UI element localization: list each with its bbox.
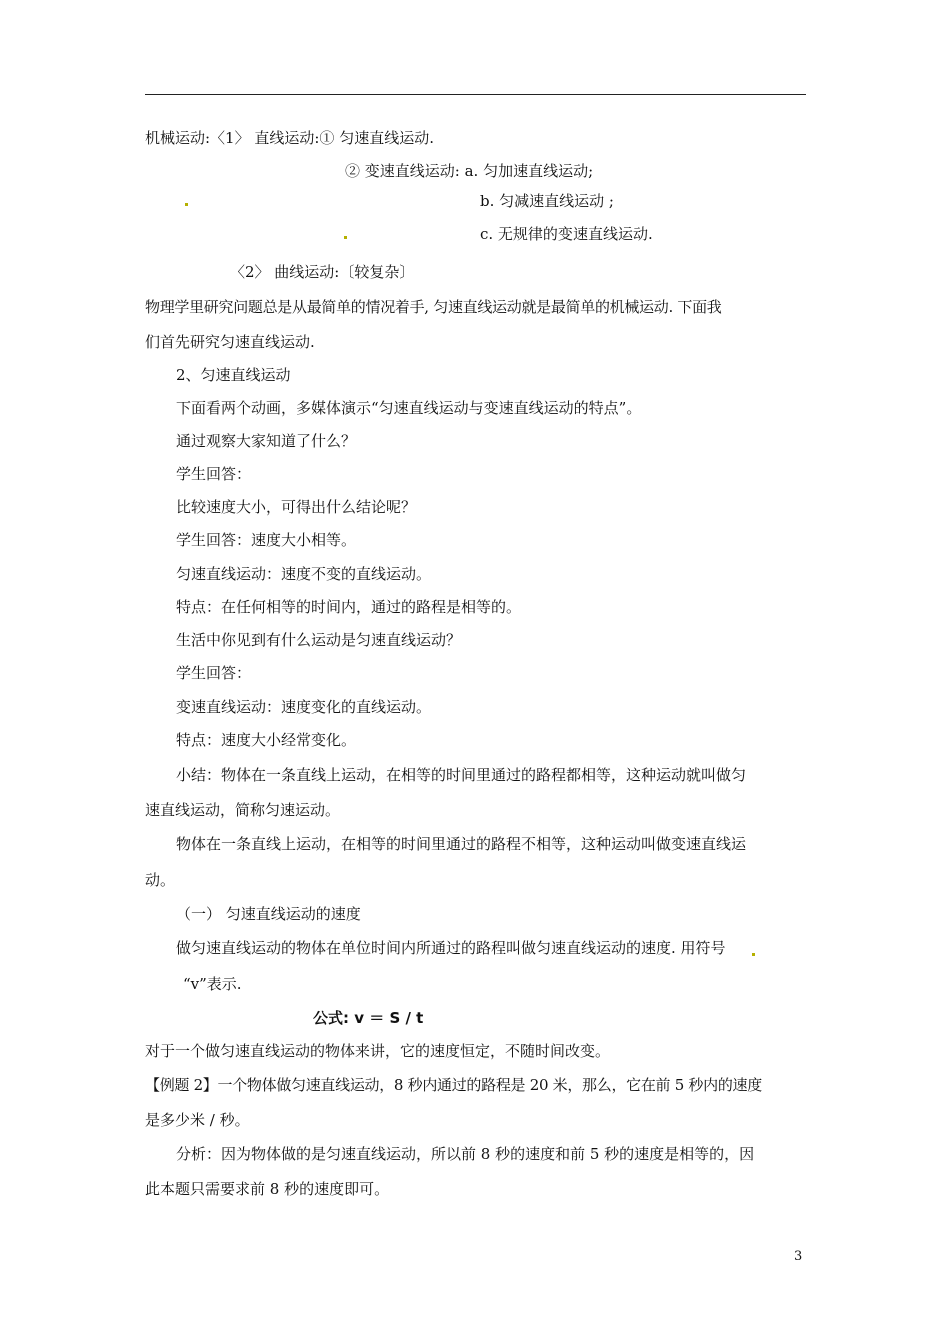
text-line: ② 变速直线运动: a. 匀加速直线运动; [345, 162, 594, 180]
text-line: b. 匀减速直线运动 ; [480, 192, 614, 210]
header-rule [145, 94, 806, 95]
text-line: 比较速度大小，可得出什么结论呢？ [176, 498, 417, 516]
example-line: 【例题 2】一个物体做匀速直线运动，8 秒内通过的路程是 20 米，那么，它在前 5 秒内的速度 [145, 1076, 762, 1094]
text-line: 匀速直线运动：速度不变的直线运动。 [176, 565, 432, 583]
decorative-dot [752, 953, 755, 956]
text-line: 生活中你见到有什么运动是匀速直线运动？ [176, 631, 462, 649]
formula: 公式: v ＝ S / t [313, 1009, 424, 1027]
text-line: 动。 [145, 871, 176, 889]
page-number: 3 [794, 1249, 803, 1264]
text-line: 物理学里研究问题总是从最简单的情况着手, 匀速直线运动就是最简单的机械运动. 下面我 [145, 298, 722, 316]
subsection-heading: （一） 匀速直线运动的速度 [176, 905, 361, 923]
decorative-dot [344, 236, 347, 239]
text-line: c. 无规律的变速直线运动. [480, 225, 653, 243]
text-line: 此本题只需要求前 8 秒的速度即可。 [145, 1180, 390, 1198]
text-line: “v”表示. [183, 975, 242, 993]
text-line: 分析：因为物体做的是匀速直线运动，所以前 8 秒的速度和前 5 秒的速度是相等的，因 [176, 1145, 755, 1163]
section-heading: 2、匀速直线运动 [176, 366, 291, 384]
text-line: 们首先研究匀速直线运动. [145, 333, 315, 351]
text-line: 学生回答：速度大小相等。 [176, 531, 357, 549]
decorative-dot [185, 203, 188, 206]
text-line: 学生回答： [176, 465, 252, 483]
text-line: 下面看两个动画，多媒体演示“匀速直线运动与变速直线运动的特点”。 [176, 399, 642, 417]
text-line: 对于一个做匀速直线运动的物体来讲，它的速度恒定，不随时间改变。 [145, 1042, 611, 1060]
text-line: 变速直线运动：速度变化的直线运动。 [176, 698, 432, 716]
text-line: 小结：物体在一条直线上运动，在相等的时间里通过的路程都相等，这种运动就叫做匀 [176, 766, 747, 784]
text-line: 物体在一条直线上运动，在相等的时间里通过的路程不相等，这种运动叫做变速直线运 [176, 835, 747, 853]
text-line: 做匀速直线运动的物体在单位时间内所通过的路程叫做匀速直线运动的速度. 用符号 [176, 939, 726, 957]
text-line: 〈2〉 曲线运动:〔较复杂〕 [230, 263, 415, 281]
text-line: 通过观察大家知道了什么？ [176, 432, 357, 450]
text-line: 特点：速度大小经常变化。 [176, 731, 357, 749]
text-line: 机械运动:〈1〉 直线运动:① 匀速直线运动. [145, 129, 434, 147]
text-line: 学生回答： [176, 664, 252, 682]
text-line: 特点：在任何相等的时间内，通过的路程是相等的。 [176, 598, 522, 616]
text-line: 是多少米 / 秒。 [145, 1111, 250, 1129]
text-line: 速直线运动，简称匀速运动。 [145, 801, 341, 819]
